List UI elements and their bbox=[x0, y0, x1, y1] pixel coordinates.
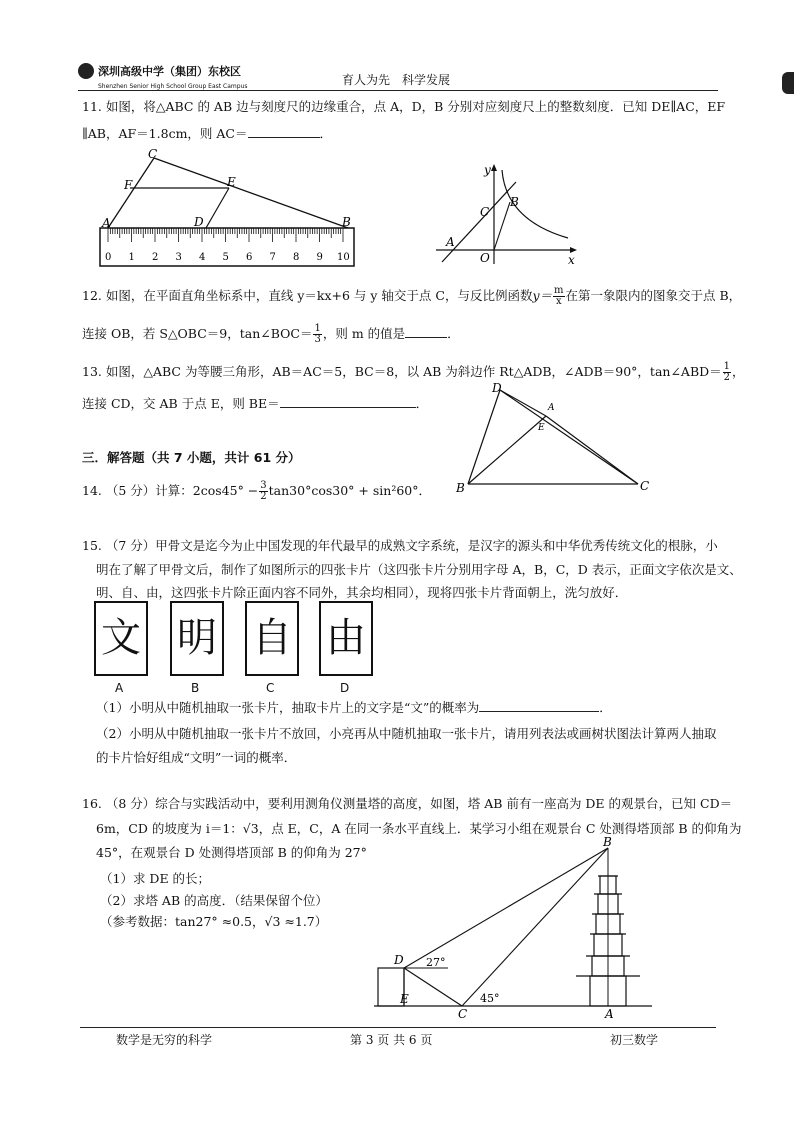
q11-label-f: F bbox=[124, 178, 133, 192]
footer-page: 第 3 页 共 6 页 bbox=[350, 1033, 433, 1047]
footer-right: 初三数学 bbox=[610, 1033, 659, 1047]
header-rule bbox=[78, 90, 718, 91]
q11-ruler-ticks bbox=[108, 228, 343, 242]
q12-label-y: y bbox=[484, 163, 491, 177]
q13-label-c: C bbox=[640, 479, 650, 493]
q16-angle-27: 27° bbox=[426, 956, 446, 969]
footer-left: 数学是无穷的科学 bbox=[116, 1033, 213, 1047]
q12-line1: 12. 如图，在平面直角坐标系中，直线 y＝kx+6 与 y 轴交于点 C，与反比例函数y＝ $\frac{m}{x}$ 在第一象限内的图象交于点 B， bbox=[82, 285, 742, 307]
q15-card-d-label: D bbox=[340, 681, 350, 695]
q13-label-b: B bbox=[456, 481, 465, 495]
section3-heading: 三．解答题（共 7 小题，共计 61 分） bbox=[82, 450, 301, 465]
ruler-number: 1 bbox=[128, 252, 135, 263]
ruler-number: 9 bbox=[316, 252, 323, 263]
q16-sub1: （1）求 DE 的长； bbox=[100, 871, 211, 886]
ruler-number: 6 bbox=[246, 252, 253, 263]
q15-line2: 明在了解了甲骨文后，制作了如图所示的四张卡片（这四张卡片分别用字母 A，B，C，D 表示，正面文字依次是文、 bbox=[96, 562, 742, 577]
q12-graph bbox=[432, 160, 582, 270]
q13-label-a: A bbox=[548, 403, 555, 413]
q15-card-a-label: A bbox=[115, 681, 124, 695]
q16-line2: 6m，CD 的坡度为 i＝1：√3，点 E，C，A 在同一条水平直线上．某学习小组在观景台 C 处测得塔顶部 B 的仰角为 bbox=[96, 821, 742, 836]
ruler-number: 3 bbox=[175, 252, 182, 263]
q13-label-e: E bbox=[538, 423, 545, 433]
q13-frac-tan: $\frac{1}{2}$ bbox=[723, 361, 731, 383]
q15-card-a bbox=[94, 601, 148, 676]
q16-angle-45: 45° bbox=[480, 992, 500, 1005]
page-edge-mark bbox=[782, 72, 794, 94]
q14-line: 14. （5 分）计算：2cos45° − $\frac{3}{2}$ tan30°cos30° + sin²60°． bbox=[82, 480, 431, 502]
q11-label-c: C bbox=[148, 148, 158, 161]
q15-card-d bbox=[319, 601, 373, 676]
q11-line2: ∥AB，AF＝1.8cm，则 AC＝ ． bbox=[82, 126, 333, 141]
q13-line1: 13. 如图，△ABC 为等腰三角形，AB＝AC＝5，BC＝8，以 AB 为斜边作 Rt△ADB，∠ADB＝90°，tan∠ABD＝ $\frac{1}{2}$ ， bbox=[82, 361, 745, 383]
q12-label-o: O bbox=[480, 251, 490, 265]
school-logo bbox=[78, 63, 94, 79]
ruler-number: 5 bbox=[222, 252, 229, 263]
q13-label-d: D bbox=[492, 381, 502, 395]
q12-frac-m-x: $\frac{m}{x}$ bbox=[554, 285, 564, 307]
ruler-number: 0 bbox=[105, 252, 112, 263]
q12-frac-tan: $\frac{1}{3}$ bbox=[314, 323, 321, 345]
q15-answer-blank[interactable] bbox=[479, 711, 599, 712]
q16-label-c: C bbox=[458, 1007, 468, 1020]
q11-label-a: A bbox=[102, 216, 111, 230]
q16-label-e: E bbox=[400, 992, 409, 1006]
q16-label-d: D bbox=[394, 953, 404, 967]
q16-slope-cd bbox=[404, 968, 462, 1006]
q11-label-e: E bbox=[227, 175, 236, 189]
q11-answer-blank[interactable] bbox=[248, 137, 320, 138]
q12-answer-blank[interactable] bbox=[405, 337, 447, 338]
school-name-en: Shenzhen Senior High School Group East Campus bbox=[98, 83, 248, 90]
q15-card-b bbox=[170, 601, 224, 676]
q15-card-a-glyph: 文 bbox=[101, 615, 141, 661]
footer-rule bbox=[80, 1027, 716, 1028]
q16-label-b: B bbox=[603, 836, 612, 849]
ruler-number: 10 bbox=[337, 252, 350, 263]
q13-side-da bbox=[500, 390, 546, 416]
q11-segment-de bbox=[206, 188, 229, 228]
q15-card-b-glyph: 明 bbox=[177, 615, 217, 661]
q16-sub3: （参考数据：tan27° ≈0.5，√3 ≈1.7） bbox=[100, 914, 328, 929]
ruler-number: 7 bbox=[269, 252, 276, 263]
q11-ruler-figure bbox=[96, 148, 366, 270]
q16-figure bbox=[370, 836, 660, 1020]
q11-ruler-numbers bbox=[105, 252, 350, 263]
q11-label-b: B bbox=[342, 215, 351, 229]
q15-card-b-label: B bbox=[191, 681, 200, 695]
q16-line3: 45°，在观景台 D 处测得塔顶部 B 的仰角为 27° bbox=[96, 845, 367, 860]
q15-card-c-label: C bbox=[266, 681, 275, 695]
q15-line3: 明、自、由，这四张卡片除正面内容不同外，其余均相同），现将四张卡片背面朝上，洗匀放好． bbox=[96, 585, 628, 600]
q16-label-a: A bbox=[605, 1007, 614, 1020]
q13-figure bbox=[450, 380, 660, 498]
q15-sub2a: （2）小明从中随机抽取一张卡片不放回，小亮再从中随机抽取一张卡片，请用列表法或画树状图法计算两人抽取 bbox=[96, 726, 717, 741]
q11-label-d: D bbox=[194, 215, 204, 229]
q16-sight-c bbox=[462, 848, 608, 1006]
q12-line2: 连接 OB，若 S△OBC＝9，tan∠BOC＝ $\frac{1}{3}$ ，则 m 的值是 ． bbox=[82, 323, 460, 345]
q12-segment-ob bbox=[494, 202, 510, 250]
q11-side-cb bbox=[154, 158, 348, 228]
q15-sub2b: 的卡片恰好组成“文明”一词的概率． bbox=[96, 750, 297, 765]
q13-side-dc bbox=[500, 390, 638, 484]
q14-frac: $\frac{3}{2}$ bbox=[260, 480, 267, 502]
q11-line1: 11. 如图，将△ABC 的 AB 边与刻度尺的边缘重合，点 A，D，B 分别对应刻度尺上的整数刻度．已知 DE∥AC，EF bbox=[82, 99, 726, 114]
q15-sub1: （1）小明从中随机抽取一张卡片，抽取卡片上的文字是“文”的概率为 ． bbox=[96, 700, 612, 715]
q12-label-a: A bbox=[446, 235, 455, 249]
q15-card-c-glyph: 自 bbox=[252, 615, 292, 661]
q12-label-x: x bbox=[568, 253, 575, 267]
q11-side-ac bbox=[108, 158, 154, 228]
q16-sub2: （2）求塔 AB 的高度．（结果保留个位） bbox=[100, 893, 328, 908]
q15-card-d-glyph: 由 bbox=[326, 615, 366, 661]
q12-label-b: B bbox=[510, 195, 519, 209]
school-name: 深圳高级中学（集团）东校区 bbox=[98, 65, 241, 78]
q15-card-c bbox=[245, 601, 299, 676]
q13-side-ac bbox=[546, 416, 638, 484]
ruler-number: 8 bbox=[293, 252, 300, 263]
q16-line1: 16. （8 分）综合与实践活动中，要利用测角仪测量塔的高度，如图，塔 AB 前有一座高为 DE 的观景台，已知 CD＝ bbox=[82, 796, 733, 811]
q16-sight-d bbox=[404, 848, 608, 968]
ruler-number: 4 bbox=[199, 252, 206, 263]
q12-label-c: C bbox=[480, 205, 490, 219]
header-motto: 育人为先 科学发展 bbox=[342, 73, 451, 87]
ruler-number: 2 bbox=[152, 252, 159, 263]
q15-line1: 15. （7 分）甲骨文是迄今为止中国发现的年代最早的成熟文字系统，是汉字的源头和中华优秀传统文化的根脉，小 bbox=[82, 538, 718, 553]
q12-y-arrow bbox=[491, 164, 497, 171]
q13-line2: 连接 CD，交 AB 于点 E，则 BE＝ ． bbox=[82, 396, 429, 411]
q13-answer-blank[interactable] bbox=[280, 407, 416, 408]
